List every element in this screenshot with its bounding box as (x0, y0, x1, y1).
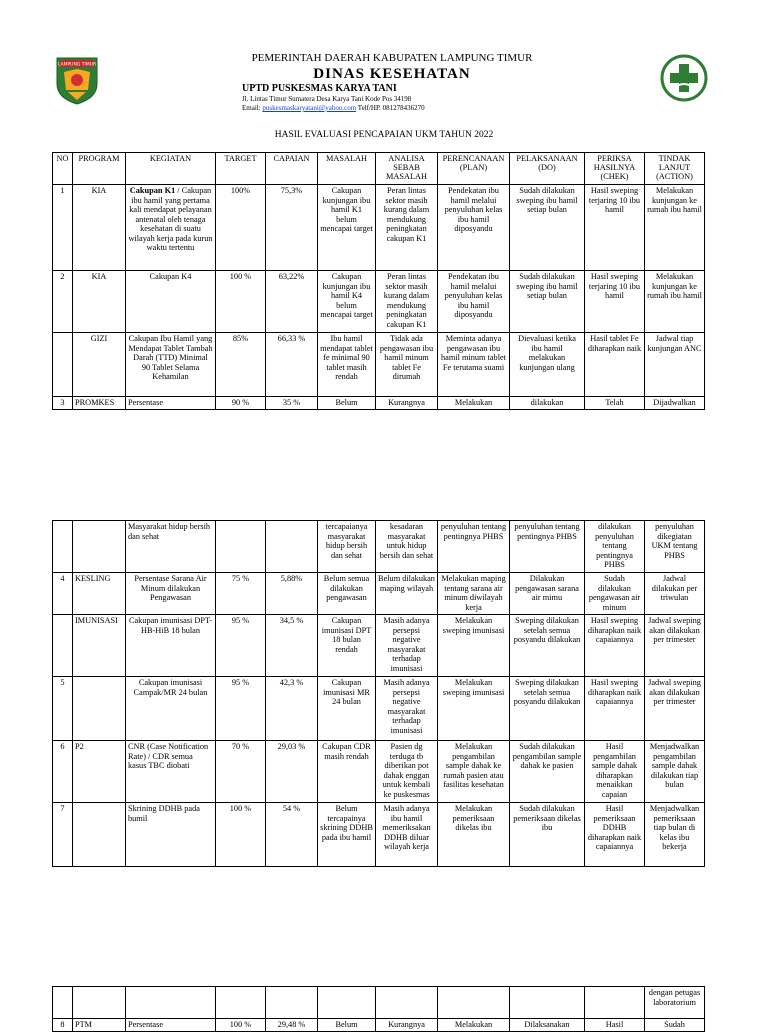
cell-no: 4 (53, 573, 73, 615)
cell-analisa: Kurangnya (376, 1019, 438, 1032)
cell-action: dengan petugas laboratorium (645, 987, 705, 1019)
cell-check: Telah (585, 397, 645, 410)
cell-do: penyuluhan tentang pentingnya PHBS (510, 521, 585, 573)
cell-no: 1 (53, 185, 73, 271)
cell-no (53, 615, 73, 677)
cell-target: 100% (216, 185, 266, 271)
cell-target: 85% (216, 333, 266, 397)
letterhead (52, 52, 712, 118)
table-row (53, 615, 705, 677)
cell-capaian: 29,48 % (266, 1019, 318, 1032)
table-row (53, 987, 705, 1019)
cell-action: Jadwal sweping akan dilakukan per trimester (645, 615, 705, 677)
cell-do: Sudah dilakukan pemeriksaan dikelas ibu (510, 803, 585, 867)
kegiatan-text: / Cakupan ibu hamil yang pertama kali mendapat pelayanan antenatal oleh tenaga kesehatan di suatu wilayah kerja pada kurun waktu tertentu (128, 186, 213, 252)
cell-program: PROMKES (73, 397, 126, 410)
cell-target: 75 % (216, 573, 266, 615)
cell-capaian (266, 987, 318, 1019)
cell-capaian: 35 % (266, 397, 318, 410)
cell-kegiatan: Persentase (126, 1019, 216, 1032)
cell-kegiatan (126, 987, 216, 1019)
cell-plan (438, 987, 510, 1019)
document-title: HASIL EVALUASI PENCAPAIAN UKM TAHUN 2022 (274, 130, 494, 140)
government-name: PEMERINTAH DAERAH KABUPATEN LAMPUNG TIMUR (251, 52, 533, 64)
contact-line (232, 104, 552, 113)
bakti-husada-logo-icon (660, 54, 708, 102)
col-target: TARGET (216, 153, 266, 185)
cell-masalah: Belum semua dilakukan pengawasan (318, 573, 376, 615)
lampung-timur-emblem-icon (54, 54, 100, 106)
cell-capaian (266, 521, 318, 573)
cell-program (73, 803, 126, 867)
cell-analisa: Kurangnya (376, 397, 438, 410)
cell-action: Sudah (645, 1019, 705, 1032)
cell-check: Hasil sweping diharapkan naik capaiannya (585, 677, 645, 741)
table-row (53, 677, 705, 741)
cell-target: 100 % (216, 803, 266, 867)
cell-no: 3 (53, 397, 73, 410)
col-masalah: MASALAH (318, 153, 376, 185)
cell-masalah: Cakupan imunisasi MR 24 bulan (318, 677, 376, 741)
cell-do: dilakukan (510, 397, 585, 410)
table-row (53, 271, 705, 333)
cell-analisa: Pasien dg terduga tb diberikan pot dahak enggan untuk kembali ke puskesmas (376, 741, 438, 803)
col-check: PERIKSA HASILNYA (CHEK) (585, 153, 645, 185)
cell-plan: Melakukan maping tentang sarana air minum diwilayah kerja (438, 573, 510, 615)
cell-kegiatan: Skrining DDHB pada bumil (126, 803, 216, 867)
cell-program: PTM (73, 1019, 126, 1032)
cell-analisa: Peran lintas sektor masih kurang dalam mendukung peningkatan cakupan K1 (376, 185, 438, 271)
cell-check: Sudah dilakukan pengawasan air minum (585, 573, 645, 615)
cell-analisa: Tidak ada pengawasan ibu hamil minum tablet Fe dirumah (376, 333, 438, 397)
cell-plan: Pendekatan ibu hamil melalui penyuluhan kelas ibu hamil diposyandu (438, 185, 510, 271)
cell-target: 70 % (216, 741, 266, 803)
unit-name: UPTD PUSKESMAS KARYA TANI (242, 83, 397, 94)
cell-no (53, 987, 73, 1019)
cell-plan: Melakukan pemeriksaan dikelas ibu (438, 803, 510, 867)
cell-target (216, 987, 266, 1019)
cell-program (73, 987, 126, 1019)
cell-no: 5 (53, 677, 73, 741)
cell-action: Jadwal sweping akan dilakukan per trimester (645, 677, 705, 741)
cell-action: penyuluhan dikegiatan UKM tentang PHBS (645, 521, 705, 573)
letterhead-text (232, 52, 552, 113)
table-header-row (53, 153, 705, 185)
cell-check: Hasil tablet Fe diharapkan naik (585, 333, 645, 397)
cell-target: 95 % (216, 615, 266, 677)
cell-plan: penyuluhan tentang pentingnya PHBS (438, 521, 510, 573)
table-row (53, 397, 705, 410)
cell-capaian: 75,3% (266, 185, 318, 271)
cell-capaian: 42,3 % (266, 677, 318, 741)
cell-do: Dievaluasi ketika ibu hamil melakukan kunjungan ulang (510, 333, 585, 397)
address: Jl. Lintas Timur Sumatera Desa Karya Tani Kode Pos 34198 (242, 95, 412, 103)
cell-analisa: Masih adanya ibu hamil memeriksakan DDHB diluar wilayah kerja (376, 803, 438, 867)
cell-check: Hasil pemeriksaan DDHB diharapkan naik capaiannya (585, 803, 645, 867)
cell-masalah (318, 987, 376, 1019)
col-do: PELAKSANAAN (DO) (510, 153, 585, 185)
cell-do: Sudah dilakukan sweping ibu hamil setiap bulan (510, 185, 585, 271)
cell-kegiatan: Persentase (126, 397, 216, 410)
table-row (53, 333, 705, 397)
agency-name: DINAS KESEHATAN (313, 66, 471, 82)
col-action: TINDAK LANJUT (ACTION) (645, 153, 705, 185)
col-plan: PERENCANAAN (PLAN) (438, 153, 510, 185)
cell-do: Sweping dilakukan setelah semua posyandu dilakukan (510, 677, 585, 741)
cell-no: 2 (53, 271, 73, 333)
cell-capaian: 54 % (266, 803, 318, 867)
cell-no (53, 333, 73, 397)
table-row (53, 1019, 705, 1032)
cell-capaian: 66,33 % (266, 333, 318, 397)
cell-do: Dilaksanakan (510, 1019, 585, 1032)
cell-masalah: Cakupan imunisasi DPT 18 bulan rendah (318, 615, 376, 677)
table-row (53, 185, 705, 271)
table-row (53, 573, 705, 615)
cell-action: Menjadwalkan pengambilan sample dahak dilakukan tiap bulan (645, 741, 705, 803)
cell-program: GIZI (73, 333, 126, 397)
cell-kegiatan: Cakupan imunisasi Campak/MR 24 bulan (126, 677, 216, 741)
cell-masalah: Cakupan kunjungan ibu hamil K4 belum mencapai target (318, 271, 376, 333)
cell-do (510, 987, 585, 1019)
cell-action: Melakukan kunjungan ke rumah ibu hamil (645, 185, 705, 271)
table-row (53, 521, 705, 573)
cell-masalah: Cakupan CDR masih rendah (318, 741, 376, 803)
cell-plan: Pendekatan ibu hamil melalui penyuluhan kelas ibu hamil diposyandu (438, 271, 510, 333)
cell-kegiatan: Cakupan imunisasi DPT-HB-HiB 18 bulan (126, 615, 216, 677)
cell-kegiatan: Persentase Sarana Air Minum dilakukan Pengawasan (126, 573, 216, 615)
cell-kegiatan: CNR (Case Notification Rate) / CDR semua kasus TBC diobati (126, 741, 216, 803)
col-no: NO (53, 153, 73, 185)
cell-program: KIA (73, 185, 126, 271)
cell-check: Hasil sweping terjaring 10 ibu hamil (585, 185, 645, 271)
cell-analisa: Masih adanya persepsi negative masyarakat terhadap imunisasi (376, 615, 438, 677)
cell-capaian: 29,03 % (266, 741, 318, 803)
cell-no (53, 521, 73, 573)
cell-target: 90 % (216, 397, 266, 410)
cell-program: KESLING (73, 573, 126, 615)
cell-kegiatan: Cakupan Ibu Hamil yang Mendapat Tablet Tambah Darah (TTD) Minimal 90 Tablet Selama Kehamilan (126, 333, 216, 397)
cell-masalah: Ibu hamil mendapat tablet fe minimal 90 tablet masih rendah (318, 333, 376, 397)
cell-masalah: Cakupan kunjungan ibu hamil K1 belum mencapai target (318, 185, 376, 271)
cell-check: Hasil sweping terjaring 10 ibu hamil (585, 271, 645, 333)
cell-masalah: tercapaianya masyarakat hidup bersih dan sehat (318, 521, 376, 573)
emblem-lettering: LAMPUNG TIMUR (57, 62, 97, 68)
cell-check: Hasil (585, 1019, 645, 1032)
cell-action: Melakukan kunjungan ke rumah ibu hamil (645, 271, 705, 333)
evaluation-table-page2 (52, 520, 705, 867)
cell-plan: Melakukan sweping imunisasi (438, 677, 510, 741)
cell-check (585, 987, 645, 1019)
cell-masalah: Belum (318, 397, 376, 410)
email-label: Email: (242, 104, 263, 112)
evaluation-table-page1 (52, 152, 705, 410)
cell-kegiatan: Masyarakat hidup bersih dan sehat (126, 521, 216, 573)
cell-target: 95 % (216, 677, 266, 741)
cell-do: Sudah dilakukan pengambilan sample dahak ke pasien (510, 741, 585, 803)
cell-target: 100 % (216, 271, 266, 333)
cell-no: 6 (53, 741, 73, 803)
cell-check: Hasil sweping diharapkan naik capaiannya (585, 615, 645, 677)
col-capaian: CAPAIAN (266, 153, 318, 185)
cell-plan: Melakukan pengambilan sample dahak ke rumah pasien atau fasilitas kesehatan (438, 741, 510, 803)
cell-analisa: kesadaran masyarakat untuk hidup bersih dan sehat (376, 521, 438, 573)
cell-program (73, 521, 126, 573)
kegiatan-bold: Cakupan K1 (129, 186, 176, 195)
cell-plan: Melakukan (438, 1019, 510, 1032)
cell-plan: Meminta adanya pengawasan ibu hamil minum tablet Fe terutama suami (438, 333, 510, 397)
cell-target (216, 521, 266, 573)
cell-kegiatan (126, 185, 216, 271)
cell-analisa (376, 987, 438, 1019)
cell-no: 8 (53, 1019, 73, 1032)
phone: Telf/HP. 081278436270 (356, 104, 425, 112)
table-row (53, 803, 705, 867)
cell-program (73, 677, 126, 741)
cell-target: 100 % (216, 1019, 266, 1032)
cell-masalah: Belum tercapainya skrining DDHB pada ibu hamil (318, 803, 376, 867)
cell-action: Jadwal dilakukan per triwulan (645, 573, 705, 615)
cell-action: Menjadwalkan pemeriksaan tiap bulan di kelas ibu bekerja (645, 803, 705, 867)
cell-analisa: Peran lintas sektor masih kurang dalam mendukung peningkatan cakupan K1 (376, 271, 438, 333)
cell-plan: Melakukan (438, 397, 510, 410)
evaluation-table-page3 (52, 986, 705, 1032)
cell-plan: Melakukan sweping imunisasi (438, 615, 510, 677)
cell-analisa: Belum dilakukan maping wilayah (376, 573, 438, 615)
col-program: PROGRAM (73, 153, 126, 185)
cell-capaian: 63,22% (266, 271, 318, 333)
cell-action: Dijadwalkan (645, 397, 705, 410)
cell-program: P2 (73, 741, 126, 803)
cell-do: Dilakukan pengawasan sarana air mimu (510, 573, 585, 615)
cell-program: KIA (73, 271, 126, 333)
table-row (53, 741, 705, 803)
email-link[interactable]: puskesmaskaryatani@yahoo.com (262, 104, 357, 112)
cell-program: IMUNISASI (73, 615, 126, 677)
cell-no: 7 (53, 803, 73, 867)
cell-masalah: Belum (318, 1019, 376, 1032)
cell-analisa: Masih adanya persepsi negative masyarakat terhadap imunisasi (376, 677, 438, 741)
cell-do: Sudah dilakukan sweping ibu hamil setiap bulan (510, 271, 585, 333)
cell-check: Hasil pengambilan sample dahak diharapkan menaikkan capaian (585, 741, 645, 803)
cell-capaian: 5,88% (266, 573, 318, 615)
cell-action: Jadwal tiap kunjungan ANC (645, 333, 705, 397)
cell-kegiatan: Cakupan K4 (126, 271, 216, 333)
col-analisa: ANALISA SEBAB MASALAH (376, 153, 438, 185)
cell-capaian: 34,5 % (266, 615, 318, 677)
col-kegiatan: KEGIATAN (126, 153, 216, 185)
cell-check: dilakukan penyuluhan tentang pentingnya PHBS (585, 521, 645, 573)
cell-do: Sweping dilakukan setelah semua posyandu dilakukan (510, 615, 585, 677)
